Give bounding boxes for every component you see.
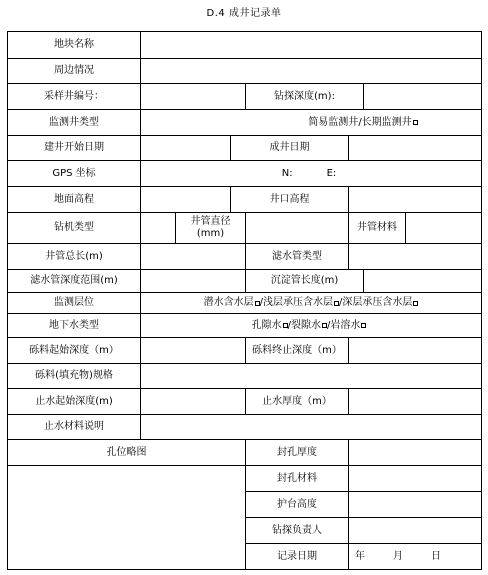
grid-line <box>481 31 482 570</box>
screen-depth-range-value[interactable] <box>141 270 245 292</box>
sample-well-no-label: 采样井编号： <box>44 90 104 102</box>
drill-depth-label: 钻探深度(m): <box>274 90 335 102</box>
seal-hole-material-value[interactable] <box>349 466 481 491</box>
drill-depth-value[interactable] <box>364 84 481 109</box>
option-long-term-well: /长期监测井 <box>358 116 412 128</box>
option-fissure-water: /裂隙水 <box>287 319 321 331</box>
gravel-spec-label: 砾料(填充物)规格 <box>35 370 113 381</box>
seal-start-depth-value[interactable] <box>141 389 245 414</box>
option-simple-well: 简易监测井 <box>308 116 359 128</box>
monitor-layer-label: 监测层位 <box>54 297 94 308</box>
seal-thickness-value[interactable] <box>349 389 481 414</box>
platform-height-label: 护台高度 <box>277 498 317 510</box>
drill-person-value[interactable] <box>349 518 481 543</box>
seal-material-value[interactable] <box>141 415 481 439</box>
date-year-label: 年 <box>355 550 365 562</box>
seal-start-depth-label: 止水起始深度(m) <box>35 395 113 407</box>
option-pore-water: 孔隙水 <box>251 319 282 331</box>
plot-name-value[interactable] <box>141 32 481 58</box>
seal-hole-thickness-value[interactable] <box>349 440 481 465</box>
screen-type-value[interactable] <box>349 244 481 269</box>
gravel-start-depth-value[interactable] <box>141 338 245 363</box>
platform-height-value[interactable] <box>349 492 481 517</box>
casing-material-value[interactable] <box>406 213 481 243</box>
checkbox-icon[interactable] <box>413 120 418 125</box>
drill-person-label: 钻探负责人 <box>272 524 322 536</box>
seal-thickness-label: 止水厚度（m） <box>262 395 332 407</box>
record-date-label: 记录日期 <box>277 550 317 562</box>
ground-elevation-value[interactable] <box>141 187 230 212</box>
date-day-label: 日 <box>431 550 441 562</box>
gravel-spec-value[interactable] <box>141 364 481 388</box>
gps-label: GPS 坐标 <box>52 167 96 179</box>
screen-type-label: 滤水管类型 <box>272 250 322 262</box>
gps-north-label: N: <box>281 167 293 179</box>
wellhead-elevation-value[interactable] <box>349 187 481 212</box>
screen-depth-range-label: 滤水管深度范围(m) <box>30 275 118 286</box>
gps-value[interactable] <box>141 161 481 186</box>
rig-type-label: 钻机类型 <box>54 222 94 233</box>
surroundings-label: 周边情况 <box>54 65 94 76</box>
casing-length-label: 井管总长(m) <box>45 250 103 262</box>
checkbox-icon[interactable] <box>413 301 418 306</box>
option-deep-confined: /深层承压含水层 <box>339 297 413 308</box>
completion-date-value[interactable] <box>349 136 481 160</box>
seal-hole-thickness-label: 封孔厚度 <box>277 446 317 458</box>
groundwater-type-label: 地下水类型 <box>49 319 99 331</box>
gravel-end-depth-value[interactable] <box>349 338 481 363</box>
build-start-date-label: 建井开始日期 <box>44 142 104 153</box>
document-title: D.4 成井记录单 <box>206 8 282 19</box>
casing-material-label: 井管材料 <box>357 222 397 233</box>
surroundings-value[interactable] <box>141 59 481 83</box>
record-date-value[interactable] <box>349 544 481 569</box>
sediment-pipe-length-value[interactable] <box>364 270 481 292</box>
date-month-label: 月 <box>393 550 403 562</box>
grid-line <box>7 569 481 570</box>
seal-hole-material-label: 封孔材料 <box>277 472 317 484</box>
seal-material-label: 止水材料说明 <box>44 421 104 432</box>
casing-length-value[interactable] <box>141 244 245 269</box>
option-karst-water: /岩溶水 <box>327 319 361 331</box>
rig-type-value[interactable] <box>141 213 175 243</box>
monitor-well-type-options <box>141 110 481 135</box>
hole-location-map-label: 孔位略图 <box>106 446 147 458</box>
sample-well-no-value[interactable] <box>141 84 245 109</box>
wellhead-elevation-label: 井口高程 <box>269 193 310 205</box>
build-start-date-value[interactable] <box>141 136 230 160</box>
checkbox-icon[interactable] <box>361 323 366 328</box>
option-phreatic-aquifer: 潜水含水层 <box>203 297 254 308</box>
monitor-well-type-label: 监测井类型 <box>49 116 99 128</box>
gravel-start-depth-label: 砾料起始深度（m） <box>29 344 119 356</box>
hole-location-map-area[interactable] <box>8 466 245 569</box>
gps-east-label: E: <box>326 167 337 179</box>
monitor-layer-options <box>141 293 481 313</box>
gravel-end-depth-label: 砾料终止深度（m） <box>252 344 342 356</box>
option-shallow-confined: /浅层承压含水层 <box>259 297 333 308</box>
sediment-pipe-length-label: 沉淀管长度(m) <box>270 275 339 286</box>
plot-name-label: 地块名称 <box>54 39 94 50</box>
ground-elevation-label: 地面高程 <box>54 193 94 205</box>
completion-date-label: 成井日期 <box>269 142 310 153</box>
casing-diameter-value[interactable] <box>246 213 348 243</box>
groundwater-type-options <box>141 314 481 337</box>
casing-diameter-label: 井管直径 (mm) <box>190 216 231 239</box>
